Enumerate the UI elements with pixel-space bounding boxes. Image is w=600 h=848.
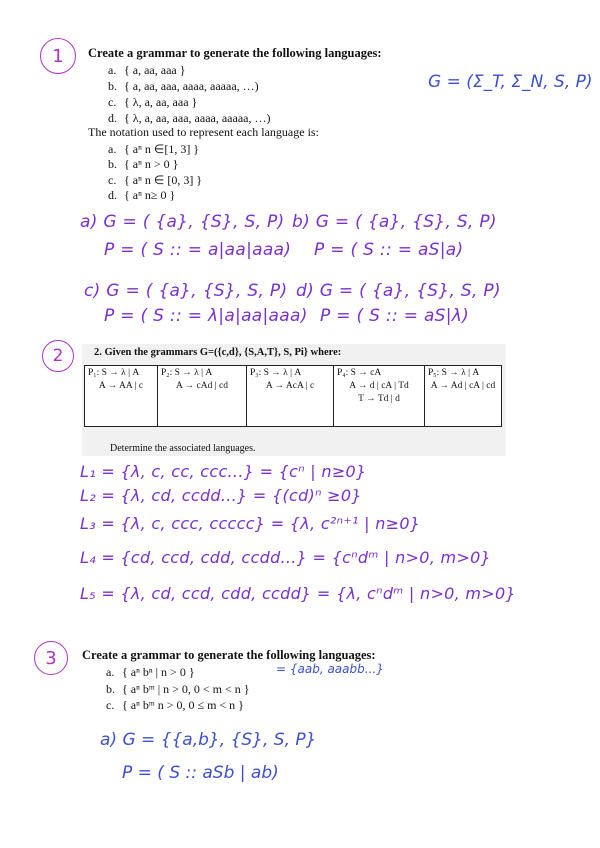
answer-b-productions: P = ( S :: = aS|a) [314, 240, 464, 260]
answer-b-grammar: b) G = ( {a}, {S}, S, P) [292, 212, 497, 232]
answer-d-grammar: d) G = ( {a}, {S}, S, P) [296, 281, 501, 301]
section-number: 1 [52, 45, 64, 67]
list-item: a. { aⁿ bⁿ | n > 0 } [106, 665, 195, 679]
table-cell: P₄: S → cA A → d | cA | Td T → Td | d [334, 366, 425, 427]
table-row [85, 366, 502, 427]
grammar-table [84, 365, 502, 427]
answer-a-grammar: a) G = {{a,b}, {S}, S, P} [100, 730, 317, 750]
list-item: c. { λ, a, aa, aaa } [108, 95, 198, 109]
table-cell: P₂: S → λ | A A → cAd | cd [158, 366, 247, 427]
language-answer-l1: L₁ = {λ, c, cc, ccc...} = {cⁿ | n≥0} [80, 462, 367, 481]
instruction-text: Determine the associated languages. [110, 443, 256, 454]
list-item: b. { aⁿ n > 0 } [108, 157, 179, 171]
answer-c-grammar: c) G = ( {a}, {S}, S, P) [84, 281, 288, 301]
answer-a-productions: P = ( S :: aSb | ab) [122, 763, 279, 783]
table-cell: P₃: S → λ | A A → AcA | c [247, 366, 334, 427]
language-answer-l4: L₄ = {cd, ccd, cdd, ccdd...} = {cⁿdᵐ | n>0, m>0} [80, 548, 492, 567]
section-number-circle [34, 641, 68, 675]
answer-a-grammar: a) G = ( {a}, {S}, S, P) [80, 212, 285, 232]
list-item: c. { aⁿ bᵐ n > 0, 0 ≤ m < n } [106, 698, 244, 712]
language-answer-l2: L₂ = {λ, cd, ccdd...} = {(cd)ⁿ ≥0} [80, 486, 362, 505]
table-cell: P₅: S → λ | A A → Ad | cA | cd [425, 366, 502, 427]
section-number: 2 [52, 346, 64, 366]
answer-a-productions: P = ( S :: = a|aa|aaa) [104, 240, 292, 260]
section-heading: Create a grammar to generate the following languages: [88, 46, 382, 60]
section-heading: Create a grammar to generate the following languages: [82, 648, 376, 662]
answer-c-productions: P = ( S :: = λ|a|aa|aaa) [104, 306, 308, 326]
list-item: c. { aⁿ n ∈ [0, 3] } [108, 173, 203, 187]
list-item: b. { aⁿ bᵐ | n > 0, 0 < m < n } [106, 682, 250, 696]
notation-heading: The notation used to represent each language is: [88, 125, 319, 139]
section-number-circle [40, 38, 76, 74]
list-item: d. { aⁿ n≥ 0 } [108, 188, 176, 202]
example-note: = {aab, aaabb...} [276, 662, 384, 676]
section-number: 3 [45, 647, 57, 669]
table-cell: P₁: S → λ | A A → AA | c [85, 366, 158, 427]
grammar-definition-note: G = (Σ_T, Σ_N, S, P) [428, 72, 593, 92]
list-item: b. { a, aa, aaa, aaaa, aaaaa, …) [108, 79, 259, 93]
list-item: a. { a, aa, aaa } [108, 63, 186, 77]
section-heading: 2. Given the grammars G=({c,d}, {S,A,T}, S, Pi} where: [94, 347, 342, 358]
language-answer-l3: L₃ = {λ, c, ccc, ccccc} = {λ, c²ⁿ⁺¹ | n≥0} [80, 514, 421, 533]
answer-d-productions: P = ( S :: = aS|λ) [320, 306, 470, 326]
list-item: d. { λ, a, aa, aaa, aaaa, aaaaa, …) [108, 111, 271, 125]
section-number-circle [42, 340, 74, 372]
list-item: a. { aⁿ n ∈[1, 3] } [108, 142, 200, 156]
language-answer-l5: L₅ = {λ, cd, ccd, cdd, ccdd} = {λ, cⁿdᵐ | n>0, m>0} [80, 584, 516, 603]
